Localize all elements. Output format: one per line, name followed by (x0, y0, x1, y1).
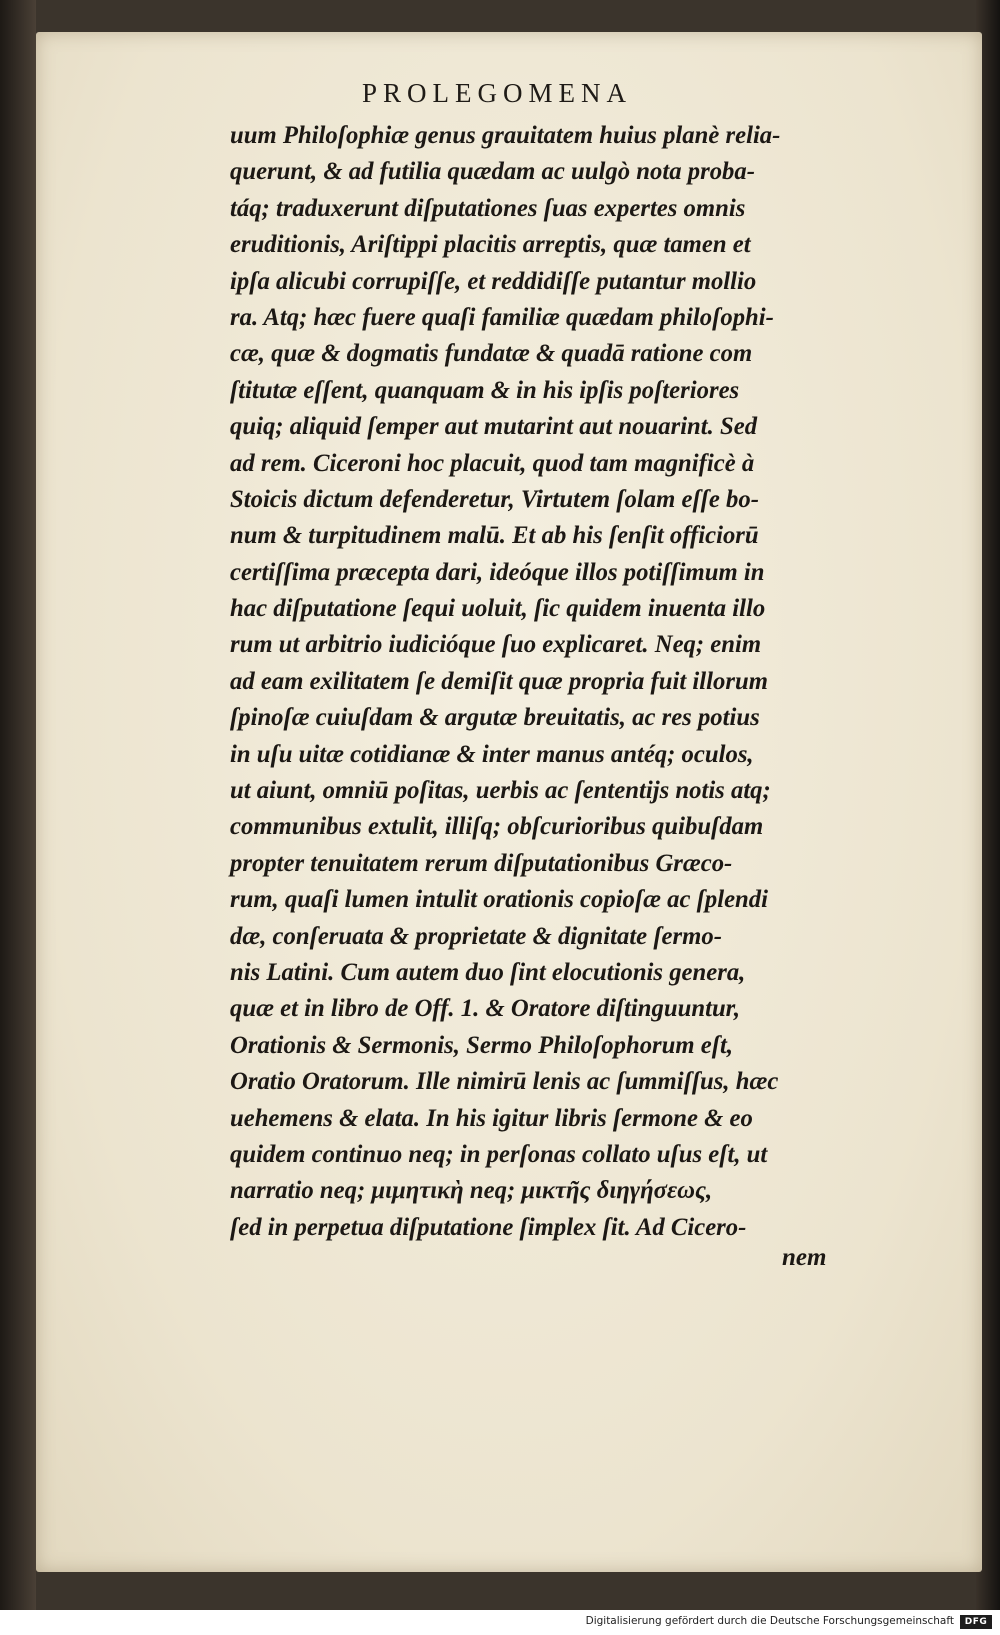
text-line: certiſſima præcepta dari, ideóque illos potiſſimum in (230, 558, 765, 586)
text-line: uum Philoſophiæ genus grauitatem huius planè relia- (230, 122, 781, 149)
catchword: nem (782, 1244, 827, 1271)
text-line: táq; traduxerunt diſputationes ſuas expertes omnis (230, 194, 746, 222)
footer-credit: Digitalisierung gefördert durch die Deutsche Forschungsgemeinschaft (585, 1615, 954, 1627)
text-line: quiq; aliquid ſemper aut mutarint aut nouarint. Sed (230, 413, 758, 441)
text-line: quæ et in libro de Off. 1. & Oratore diſtinguuntur, (230, 995, 741, 1023)
text-line: eruditionis, Ariſtippi placitis arreptis, quæ tamen et (230, 231, 751, 259)
dfg-logo-icon: DFG (960, 1615, 992, 1629)
text-line: nis Latini. Cum autem duo ſint elocutionis genera, (230, 958, 746, 986)
text-line: in uſu uitæ cotidianæ & inter manus antéq; oculos, (230, 740, 754, 768)
text-line: ut aiunt, omniū poſitas, uerbis ac ſententijs notis atq; (230, 777, 771, 805)
text-line: rum ut arbitrio iudicióque ſuo explicaret. Neq; enim (230, 631, 762, 659)
text-line: ſed in perpetua diſputatione ſimplex ſit. Ad Cicero- (230, 1213, 747, 1241)
book-gutter-shadow (0, 0, 36, 1610)
text-line: ad eam exilitatem ſe demiſit quæ propria fuit illorum (230, 667, 768, 695)
text-line: Stoicis dictum defenderetur, Virtutem ſolam eſſe bo- (230, 485, 759, 513)
text-line: ſpinoſæ cuiuſdam & argutæ breuitatis, ac res potius (230, 704, 760, 732)
text-line: propter tenuitatem rerum diſputationibus Græco- (230, 849, 733, 877)
text-line: ſtitutæ eſſent, quanquam & in his ipſis poſteriores (230, 376, 740, 404)
body-text (230, 118, 870, 1246)
text-line: num & turpitudinem malū. Et ab his ſenſit officiorū (230, 522, 759, 550)
text-line: hac diſputatione ſequi uoluit, ſic quidem inuenta illo (230, 595, 766, 623)
text-line: dæ, conſeruata & proprietate & dignitate ſermo- (230, 922, 722, 950)
text-line: Oratio Oratorum. Ille nimirū lenis ac ſummiſſus, hæc (230, 1068, 779, 1096)
text-line: cæ, quæ & dogmatis fundatæ & quadā ratione com (230, 340, 753, 368)
footer-bar (0, 1610, 1000, 1635)
text-line: rum, quaſi lumen intulit orationis copioſæ ac ſplendi (230, 886, 768, 914)
running-head: PROLEGOMENA (362, 78, 633, 108)
text-line: ipſa alicubi corrupiſſe, et reddidiſſe putantur mollio (230, 267, 757, 295)
text-line: querunt, & ad futilia quædam ac uulgò nota proba- (230, 158, 755, 186)
text-line: ra. Atq; hæc fuere quaſi familiæ quædam philoſophi- (230, 303, 774, 331)
text-line: communibus extulit, illiſq; obſcurioribus quibuſdam (230, 813, 764, 841)
text-line: uehemens & elata. In his igitur libris ſermone & eo (230, 1104, 753, 1132)
text-line: Orationis & Sermonis, Sermo Philoſophorum eſt, (230, 1031, 734, 1059)
text-line: narratio neq; μιμητικὴ neq; μικτῆς διηγήσεως, (230, 1177, 713, 1205)
text-line: ad rem. Ciceroni hoc placuit, quod tam magnificè à (230, 449, 755, 477)
text-line: quidem continuo neq; in perſonas collato uſus eſt, ut (230, 1140, 768, 1168)
